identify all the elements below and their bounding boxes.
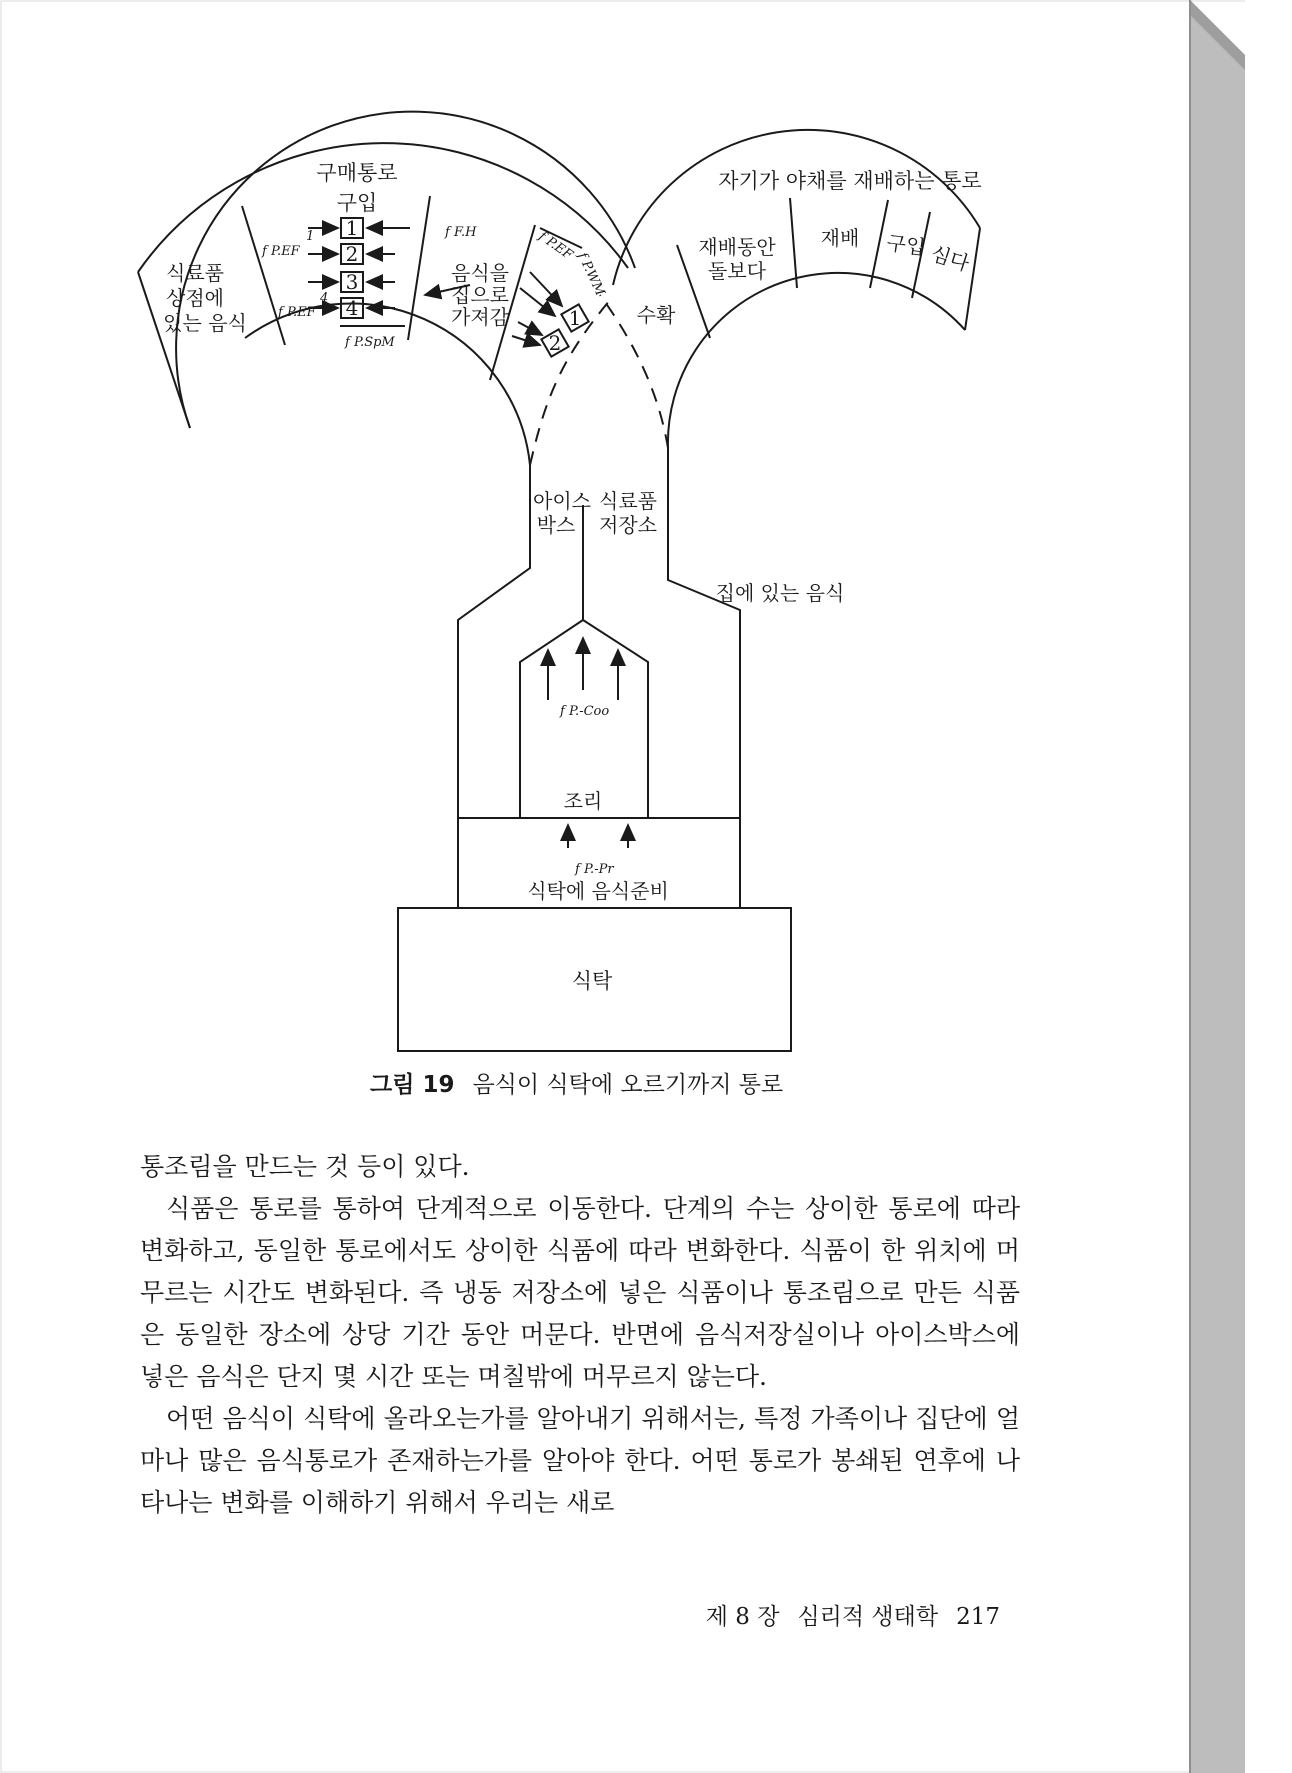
caption-number: 그림 19 <box>370 1072 455 1098</box>
body-text <box>140 1146 1020 1524</box>
cooking-arrows <box>548 638 628 848</box>
force-buy-bottom-sup: 4 <box>320 291 329 306</box>
store-line-3: 있는 음식 <box>163 311 247 335</box>
page-number: 217 <box>956 1604 1000 1630</box>
force-carry: f F.H <box>445 225 477 240</box>
grow-label: 재배 <box>820 226 860 250</box>
footer-chapter: 제 8 장 <box>705 1604 780 1630</box>
home-food-label: 집에 있는 음식 <box>715 581 845 605</box>
force-buy-top-sup: 1 <box>306 229 315 244</box>
carry-line-1: 음식을 <box>451 261 509 285</box>
cooking-label: 조리 <box>563 789 603 813</box>
right-arc-inner <box>668 273 965 448</box>
table-label: 식탁 <box>571 969 613 993</box>
force-buy-under: f P.SpM <box>345 335 395 350</box>
force-end-b: f P.WM <box>574 250 608 299</box>
storage-line-1: 식료품 <box>599 489 657 513</box>
buy-box-3-label: 3 <box>345 270 359 294</box>
force-cooking: f P.-Coo <box>560 704 610 719</box>
force-end-a: f P.EF <box>535 228 576 263</box>
right-arc-title: 자기가 야채를 재배하는 통로 <box>718 169 982 193</box>
tend-line-2: 돌보다 <box>708 259 766 283</box>
buy-box-1-label: 1 <box>345 216 359 240</box>
buy-seed-label: 구입 <box>885 230 927 260</box>
left-arc-outer <box>176 112 635 428</box>
force-table-prep: f P.-Pr <box>575 862 614 877</box>
carry-line-3: 가져감 <box>451 305 509 329</box>
icebox-line-1: 아이스 <box>533 489 591 513</box>
store-line-1: 식료품 <box>166 261 224 285</box>
carry-line-2: 집으로 <box>451 283 509 307</box>
force-buy-bottom: f P.EF <box>278 305 316 320</box>
end-box-1-label: 1 <box>568 306 582 330</box>
buy-box-2-label: 2 <box>345 242 359 266</box>
store-line-2: 상점에 <box>166 286 224 310</box>
end-box-2-label: 2 <box>548 331 562 355</box>
tend-line-1: 재배동안 <box>698 235 776 259</box>
paragraph-3: 어떤 음식이 식탁에 올라오는가를 알아내기 위해서는, 특정 가족이나 집단에 얼마나 많은 음식통로가 존재하는가를 알아야 한다. 어떤 통로가 봉쇄된 연후에 나타나는 변화를 이해하기 위해서 우리는 새로 <box>140 1404 1020 1517</box>
buy-box-4-label: 4 <box>345 296 359 320</box>
paragraph-1: 통조림을 만드는 것 등이 있다. <box>140 1152 470 1181</box>
icebox-line-2: 박스 <box>536 513 576 537</box>
harvest-label: 수확 <box>636 303 676 327</box>
page-footer <box>670 1598 1000 1631</box>
table-prep-label: 식탁에 음식준비 <box>527 879 669 903</box>
paragraph-2: 식품은 통로를 통하여 단계적으로 이동한다. 단계의 수는 상이한 통로에 따라 변화하고, 동일한 통로에서도 상이한 식품에 따라 변화한다. 식품이 한 위치에 머무르는 시간도 변화된다. 즉 냉동 저장소에 넣은 식품이나 통조림으로 만든 식품은 동일한 장소에 상당 기간 동안 머문다. 반면에 음식저장실이나 아이스박스에 넣은 음식은 단지 몇 시간 또는 며칠밖에 머무르지 않는다. <box>140 1194 1020 1391</box>
caption-text: 음식이 식탁에 오르기까지 통로 <box>472 1072 784 1098</box>
figure-caption <box>370 1066 870 1099</box>
footer-title: 심리적 생태학 <box>797 1604 939 1630</box>
storage-line-2: 저장소 <box>599 513 657 537</box>
plant-label: 심다 <box>928 240 973 276</box>
buy-label: 구입 <box>336 191 378 215</box>
stem-channel <box>398 295 791 1051</box>
right-arc-top <box>613 130 980 285</box>
left-arc-title: 구매통로 <box>316 161 398 185</box>
force-buy-top: f P.EF <box>262 244 300 259</box>
